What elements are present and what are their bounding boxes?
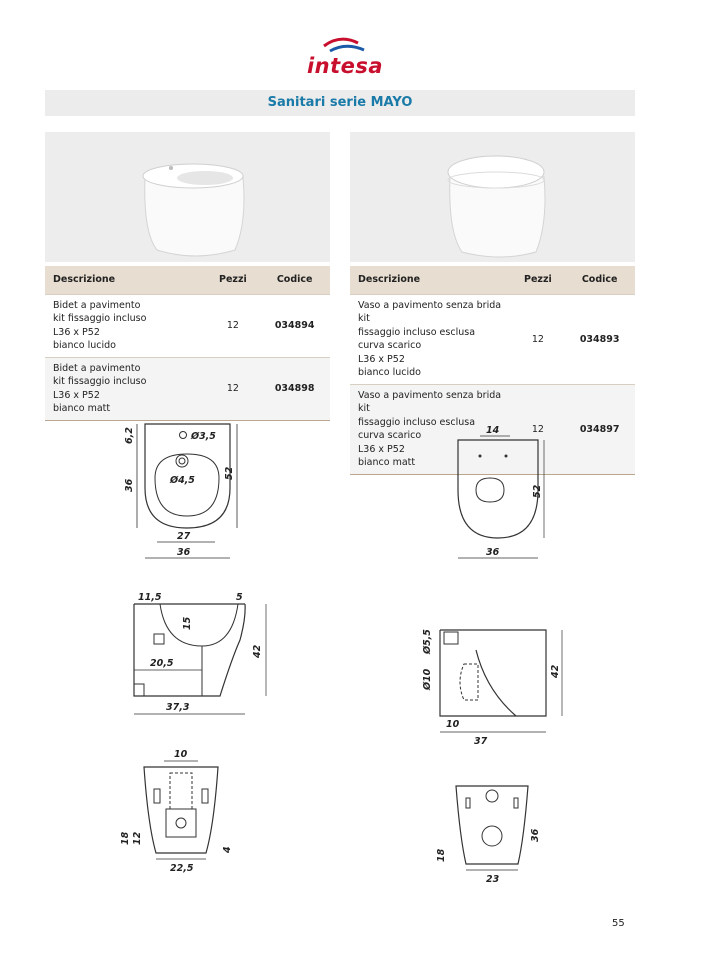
row-description: Vaso a pavimento senza brida kit fissaggio incluso esclusa curva scarico L36 x P52 bianco matt — [358, 389, 502, 468]
row-pezzi: 12 — [531, 333, 544, 345]
dim-36: 36 — [486, 547, 500, 558]
dim-36-v: 36 — [124, 478, 135, 492]
dim-52: 52 — [224, 466, 235, 480]
row-codice: 034893 — [579, 333, 620, 345]
bidet-side-drawing — [120, 588, 270, 718]
dim-10: 10 — [446, 719, 460, 730]
row-description: Bidet a pavimento kit fissaggio incluso L36 x P52 bianco matt — [53, 362, 147, 414]
row-pezzi: 12 — [531, 423, 544, 435]
dim-hole-4-5: Ø4,5 — [170, 475, 195, 486]
dim-23: 23 — [486, 874, 500, 885]
row-codice: 034898 — [274, 383, 315, 394]
dim-10: 10 — [174, 749, 188, 760]
dim-15: 15 — [182, 616, 193, 630]
row-codice: 034897 — [579, 423, 620, 435]
dim-37-3: 37,3 — [166, 702, 190, 713]
header-codice: Codice — [276, 274, 313, 286]
header-descrizione: Descrizione — [358, 274, 421, 286]
brand-logo — [300, 34, 390, 84]
page-number: 55 — [612, 918, 625, 929]
row-codice: 034894 — [274, 320, 315, 331]
dim-dia-10: Ø10 — [422, 668, 433, 690]
dim-18: 18 — [120, 831, 131, 845]
wc-top-drawing — [440, 420, 560, 565]
dim-4: 4 — [222, 846, 233, 853]
dim-dia-5-5: Ø5,5 — [422, 629, 433, 654]
dim-36: 36 — [177, 547, 191, 558]
brand-name: intesa — [306, 54, 384, 78]
header-pezzi: Pezzi — [219, 274, 247, 286]
table-row — [350, 294, 635, 384]
header-pezzi: Pezzi — [524, 274, 552, 286]
bidet-photo — [45, 132, 330, 262]
row-description: Bidet a pavimento kit fissaggio incluso L36 x P52 bianco lucido — [53, 299, 147, 351]
dim-52: 52 — [532, 484, 543, 498]
bidet-top-drawing — [115, 418, 255, 563]
dim-14: 14 — [486, 425, 500, 436]
dim-5: 5 — [236, 592, 243, 603]
bidet-back-drawing — [110, 745, 240, 875]
header-codice: Codice — [581, 274, 618, 286]
row-pezzi: 12 — [226, 383, 239, 394]
row-description: Vaso a pavimento senza brida kit fissaggio incluso esclusa curva scarico L36 x P52 bianco lucido — [358, 299, 502, 378]
dim-36: 36 — [530, 828, 541, 842]
table-row — [45, 294, 330, 357]
table-header — [350, 266, 635, 294]
dim-37: 37 — [474, 736, 488, 747]
wc-side-drawing — [416, 620, 566, 750]
dim-11-5: 11,5 — [138, 592, 162, 603]
table-header — [45, 266, 330, 294]
row-pezzi: 12 — [226, 320, 239, 331]
dim-22-5: 22,5 — [170, 863, 194, 874]
dim-6-2: 6,2 — [124, 427, 135, 444]
dim-42: 42 — [550, 664, 561, 678]
dim-27: 27 — [177, 531, 191, 542]
header-descrizione: Descrizione — [53, 274, 116, 286]
dim-12: 12 — [132, 831, 143, 845]
dim-20-5: 20,5 — [150, 658, 174, 669]
product-table-bidet — [45, 266, 330, 421]
dim-hole-3-5: Ø3,5 — [191, 431, 216, 442]
table-row — [45, 357, 330, 420]
dim-42: 42 — [252, 644, 263, 658]
dim-18: 18 — [436, 848, 447, 862]
wc-back-drawing — [430, 778, 550, 888]
page-title: Sanitari serie MAYO — [45, 90, 635, 116]
wc-photo — [350, 132, 635, 262]
